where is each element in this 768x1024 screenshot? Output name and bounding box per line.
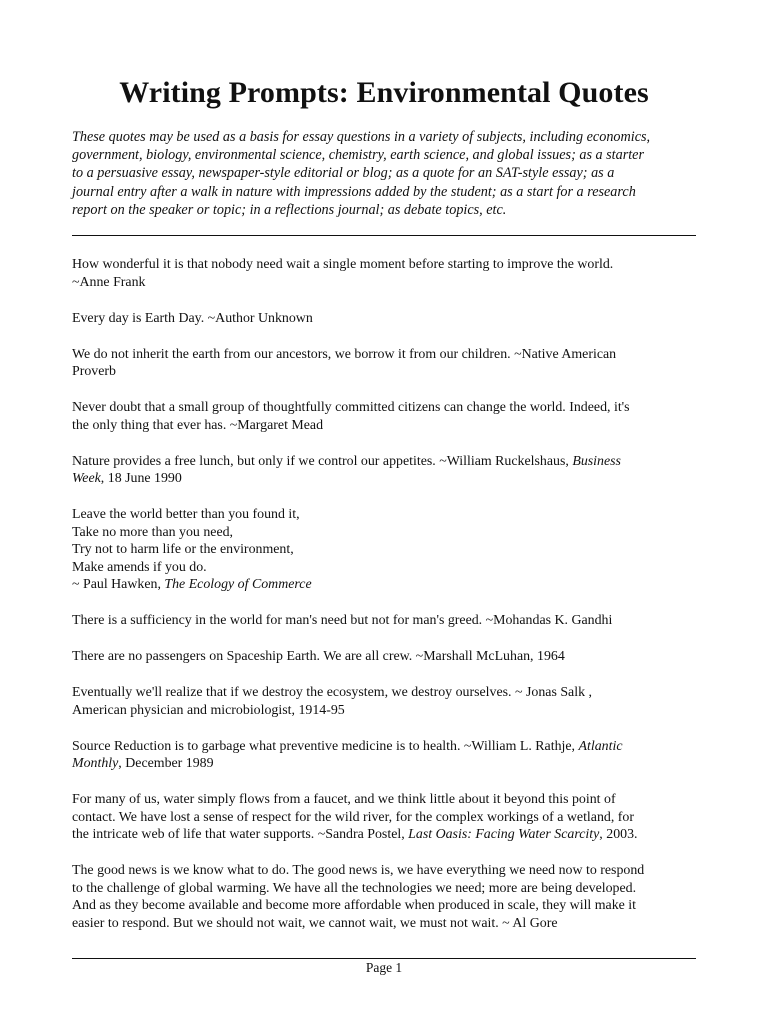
quote-line	[72, 470, 712, 488]
quote-text: to the challenge of global warming. We have all the technologies we need; more are being developed.	[72, 880, 637, 896]
quote-source-title: Last Oasis: Facing Water Scarcity	[408, 827, 600, 842]
quote-text: How wonderful it is that nobody need wait a single moment before starting to improve the world.	[72, 257, 614, 272]
quote-text: We do not inherit the earth from our ancestors, we borrow it from our children. ~Native American	[72, 346, 617, 362]
quote-text: Take no more than you need,	[72, 524, 234, 540]
quote-line	[72, 826, 712, 844]
quote-line	[72, 809, 712, 827]
quote-source-title: The Ecology of Commerce	[164, 577, 312, 592]
quote-text: Never doubt that a small group of thoughtfully committed citizens can change the world. Indeed, it's	[72, 400, 630, 415]
quote-source-title: Atlantic	[578, 738, 623, 754]
quote-line	[72, 417, 712, 435]
quote-line	[72, 541, 712, 559]
quote-item	[72, 453, 712, 488]
quote-text: , 2003.	[599, 827, 638, 842]
footer-divider	[72, 958, 696, 959]
quote-text: , December 1989	[118, 756, 214, 771]
quote-line	[72, 755, 712, 773]
quote-item	[72, 612, 712, 630]
page-number: Page 1	[365, 960, 403, 975]
quote-list	[72, 256, 712, 951]
quote-text: Try not to harm life or the environment,	[72, 542, 294, 557]
quote-item	[72, 346, 712, 381]
quote-line	[72, 897, 712, 915]
quote-text: Eventually we'll realize that if we destroy the ecosystem, we destroy ourselves. ~ Jonas Salk ,	[72, 685, 592, 700]
quote-source-title: Business	[572, 453, 621, 469]
quote-text: the intricate web of life that water supports. ~Sandra Postel,	[72, 827, 409, 842]
quote-source-title: Week	[72, 471, 101, 486]
quote-line	[72, 684, 712, 702]
quote-text: And as they become available and become more affordable when produced in scale, they will make it	[72, 898, 637, 913]
quote-line	[72, 880, 712, 898]
quote-line	[72, 862, 712, 880]
quote-item	[72, 506, 712, 594]
intro-line: journal entry after a walk in nature with impressions added by the student; as a start for a research	[72, 183, 636, 200]
document-title: Writing Prompts: Environmental Quotes	[119, 76, 649, 109]
quote-text: The good news is we know what to do. The good news is, we have everything we need now to respond	[72, 863, 645, 878]
quote-item	[72, 256, 712, 291]
quote-line	[72, 791, 712, 809]
intro-line: These quotes may be used as a basis for essay questions in a variety of subjects, including economics,	[72, 129, 651, 145]
intro-line: to a persuasive essay, newspaper-style editorial or blog; as a quote for an SAT-style essay; as a	[72, 165, 615, 182]
quote-item	[72, 862, 712, 932]
quote-text: easier to respond. But we should not wait, we cannot wait, we must not wait. ~ Al Gore	[72, 915, 558, 931]
quote-text: the only thing that ever has. ~Margaret Mead	[72, 417, 324, 433]
quote-text: Leave the world better than you found it,	[72, 507, 300, 522]
quote-line	[72, 256, 712, 274]
intro-line: report on the speaker or topic; in a reflections journal; as debate topics, etc.	[72, 201, 507, 218]
quote-text: , 18 June 1990	[100, 471, 182, 486]
intro-paragraph	[72, 128, 700, 219]
quote-text: ~Anne Frank	[72, 274, 146, 290]
quote-line	[72, 399, 712, 417]
quote-line	[72, 612, 712, 630]
quote-item	[72, 791, 712, 844]
quote-item	[72, 738, 712, 773]
top-divider	[72, 235, 696, 236]
quote-line	[72, 738, 712, 756]
quote-line	[72, 363, 712, 381]
quote-line	[72, 559, 712, 577]
quote-item	[72, 684, 712, 719]
quote-text: For many of us, water simply flows from a faucet, and we think little about it beyond this point of	[72, 792, 616, 807]
quote-line	[72, 915, 712, 933]
intro-line: government, biology, environmental science, chemistry, earth science, and global issues; as a starter	[72, 147, 644, 164]
quote-text: Proverb	[72, 364, 116, 379]
quote-line	[72, 702, 712, 720]
quote-line	[72, 310, 712, 328]
quote-line	[72, 576, 712, 594]
quote-item	[72, 648, 712, 666]
quote-text: American physician and microbiologist, 1914-95	[72, 702, 345, 718]
quote-line	[72, 274, 712, 292]
quote-text: Every day is Earth Day. ~Author Unknown	[72, 310, 313, 326]
quote-source-title: Monthly	[72, 756, 119, 771]
quote-line	[72, 524, 712, 542]
quote-text: ~ Paul Hawken,	[72, 577, 165, 592]
quote-line	[72, 648, 712, 666]
quote-text: There is a sufficiency in the world for man's need but not for man's greed. ~Mohandas K. Gandhi	[72, 613, 613, 628]
quote-text: contact. We have lost a sense of respect for the wild river, for the complex workings of a wetland, for	[72, 809, 634, 825]
quote-text: Source Reduction is to garbage what preventive medicine is to health. ~William L. Rathje,	[72, 738, 579, 754]
quote-text: There are no passengers on Spaceship Earth. We are all crew. ~Marshall McLuhan, 1964	[72, 649, 565, 664]
quote-line	[72, 346, 712, 364]
quote-text: Nature provides a free lunch, but only if we control our appetites. ~William Ruckelshaus,	[72, 453, 573, 469]
quote-line	[72, 506, 712, 524]
quote-text: Make amends if you do.	[72, 559, 207, 575]
quote-item	[72, 399, 712, 434]
quote-item	[72, 310, 712, 328]
quote-line	[72, 453, 712, 471]
